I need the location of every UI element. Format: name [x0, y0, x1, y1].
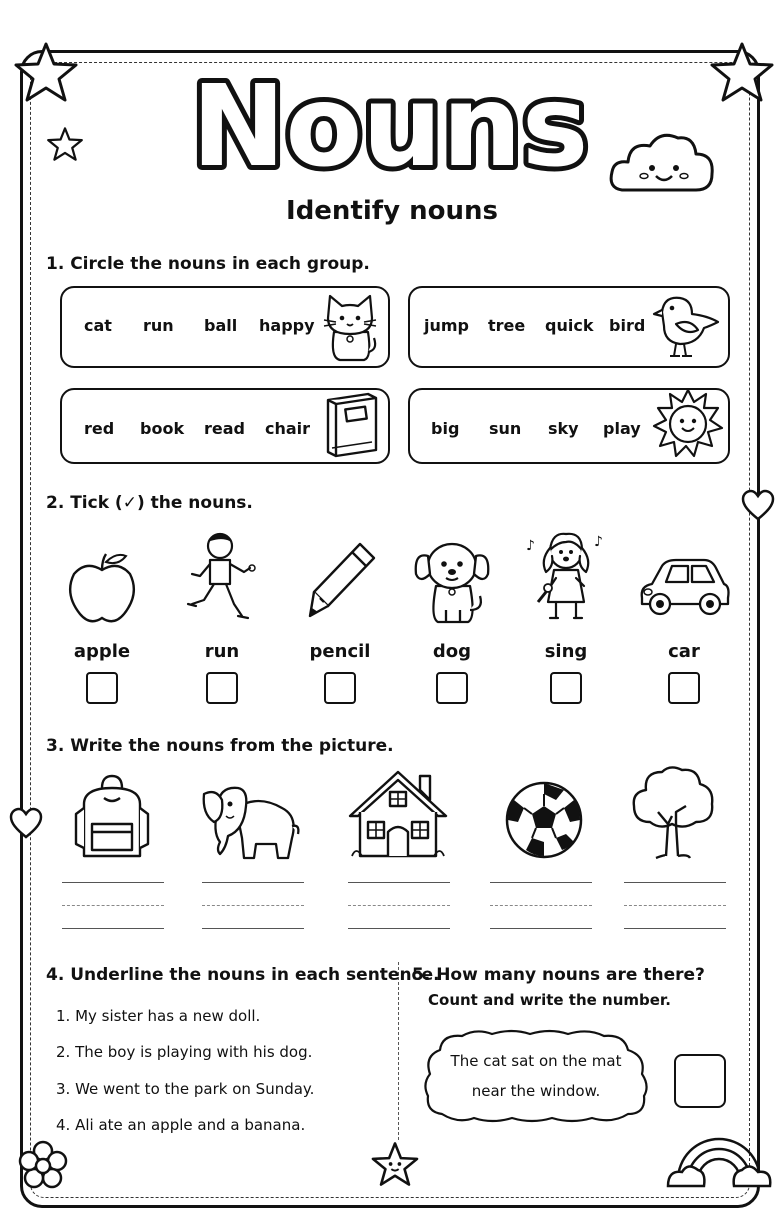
sentence[interactable]: 2. The boy is playing with his dog. [56, 1043, 313, 1061]
backpack-icon [72, 774, 152, 862]
item-label: pencil [309, 641, 371, 662]
item-label: car [668, 641, 700, 662]
running-boy-icon [184, 528, 260, 626]
cat-icon [320, 292, 380, 364]
singing-girl-icon [520, 526, 612, 630]
apple-icon [66, 550, 138, 626]
writing-line[interactable] [202, 882, 304, 883]
star-face-icon [370, 1140, 420, 1188]
tick-checkbox[interactable] [324, 672, 356, 704]
tick-checkbox[interactable] [436, 672, 468, 704]
word-option[interactable]: cat [84, 316, 112, 335]
pencil-icon [306, 540, 378, 622]
writing-line[interactable] [202, 928, 304, 929]
q3-heading: 3. Write the nouns from the picture. [46, 736, 394, 756]
sun-icon [652, 388, 724, 460]
writing-guide-line [348, 905, 450, 906]
writing-line[interactable] [490, 928, 592, 929]
writing-line[interactable] [624, 882, 726, 883]
q5-subheading: Count and write the number. [428, 991, 671, 1009]
section-divider [398, 962, 399, 1140]
word-option[interactable]: sun [489, 419, 522, 438]
writing-line[interactable] [348, 882, 450, 883]
item-label: dog [432, 641, 472, 662]
heart-icon [740, 488, 776, 522]
page-title [191, 60, 595, 192]
word-option[interactable]: big [431, 419, 460, 438]
word-option[interactable]: chair [265, 419, 311, 438]
star-icon [12, 40, 80, 104]
car-icon [636, 554, 732, 620]
writing-line[interactable] [348, 928, 450, 929]
tick-checkbox[interactable] [206, 672, 238, 704]
word-option[interactable]: happy [259, 316, 315, 335]
word-option[interactable]: red [84, 419, 115, 438]
flower-icon [18, 1140, 68, 1190]
writing-guide-line [62, 905, 164, 906]
svg-text:♪: ♪ [526, 538, 535, 554]
dog-icon [410, 534, 494, 628]
tick-checkbox[interactable] [86, 672, 118, 704]
word-option[interactable]: quick [545, 316, 594, 335]
cloud-face-icon [608, 124, 718, 200]
cloud-sentence [426, 1046, 646, 1106]
writing-line[interactable] [490, 882, 592, 883]
word-option[interactable]: book [140, 419, 185, 438]
word-option[interactable]: sky [548, 419, 579, 438]
writing-guide-line [490, 905, 592, 906]
small-star-icon [46, 126, 84, 162]
cloud-line: near the window. [471, 1082, 601, 1100]
writing-line[interactable] [624, 928, 726, 929]
q4-heading: 4. Underline the nouns in each sentence. [46, 965, 440, 985]
writing-line[interactable] [62, 882, 164, 883]
item-label: sing [544, 641, 588, 662]
q1-heading: 1. Circle the nouns in each group. [46, 254, 370, 274]
tick-checkbox[interactable] [668, 672, 700, 704]
word-option[interactable]: run [143, 316, 174, 335]
writing-line[interactable] [62, 928, 164, 929]
page-subtitle: Identify nouns [286, 196, 498, 226]
answer-box[interactable] [674, 1054, 726, 1108]
sentence[interactable]: 3. We went to the park on Sunday. [56, 1080, 315, 1098]
word-option[interactable]: read [204, 419, 245, 438]
heart-icon [8, 806, 44, 840]
item-label: run [204, 641, 240, 662]
cloud-line: The cat sat on the mat [450, 1052, 622, 1070]
svg-text:♪: ♪ [594, 534, 603, 550]
q2-heading: 2. Tick (✓) the nouns. [46, 493, 253, 513]
item-label: apple [73, 641, 131, 662]
word-option[interactable]: jump [424, 316, 469, 335]
house-icon [346, 766, 450, 862]
writing-guide-line [624, 905, 726, 906]
word-option[interactable]: bird [609, 316, 646, 335]
soccer-ball-icon [504, 780, 584, 860]
svg-text:Nouns: Nouns [191, 62, 589, 192]
book-icon [320, 390, 384, 460]
word-option[interactable]: tree [488, 316, 526, 335]
sentence[interactable]: 1. My sister has a new doll. [56, 1007, 261, 1025]
word-option[interactable]: play [603, 419, 641, 438]
tick-checkbox[interactable] [550, 672, 582, 704]
q5-heading: 5. How many nouns are there? [412, 965, 705, 985]
writing-guide-line [202, 905, 304, 906]
rainbow-cloud-icon [664, 1118, 774, 1192]
bird-icon [652, 292, 724, 362]
sentence[interactable]: 4. Ali ate an apple and a banana. [56, 1116, 306, 1134]
word-option[interactable]: ball [204, 316, 238, 335]
elephant-icon [198, 778, 302, 864]
tree-icon [630, 764, 716, 862]
star-icon [708, 40, 776, 104]
